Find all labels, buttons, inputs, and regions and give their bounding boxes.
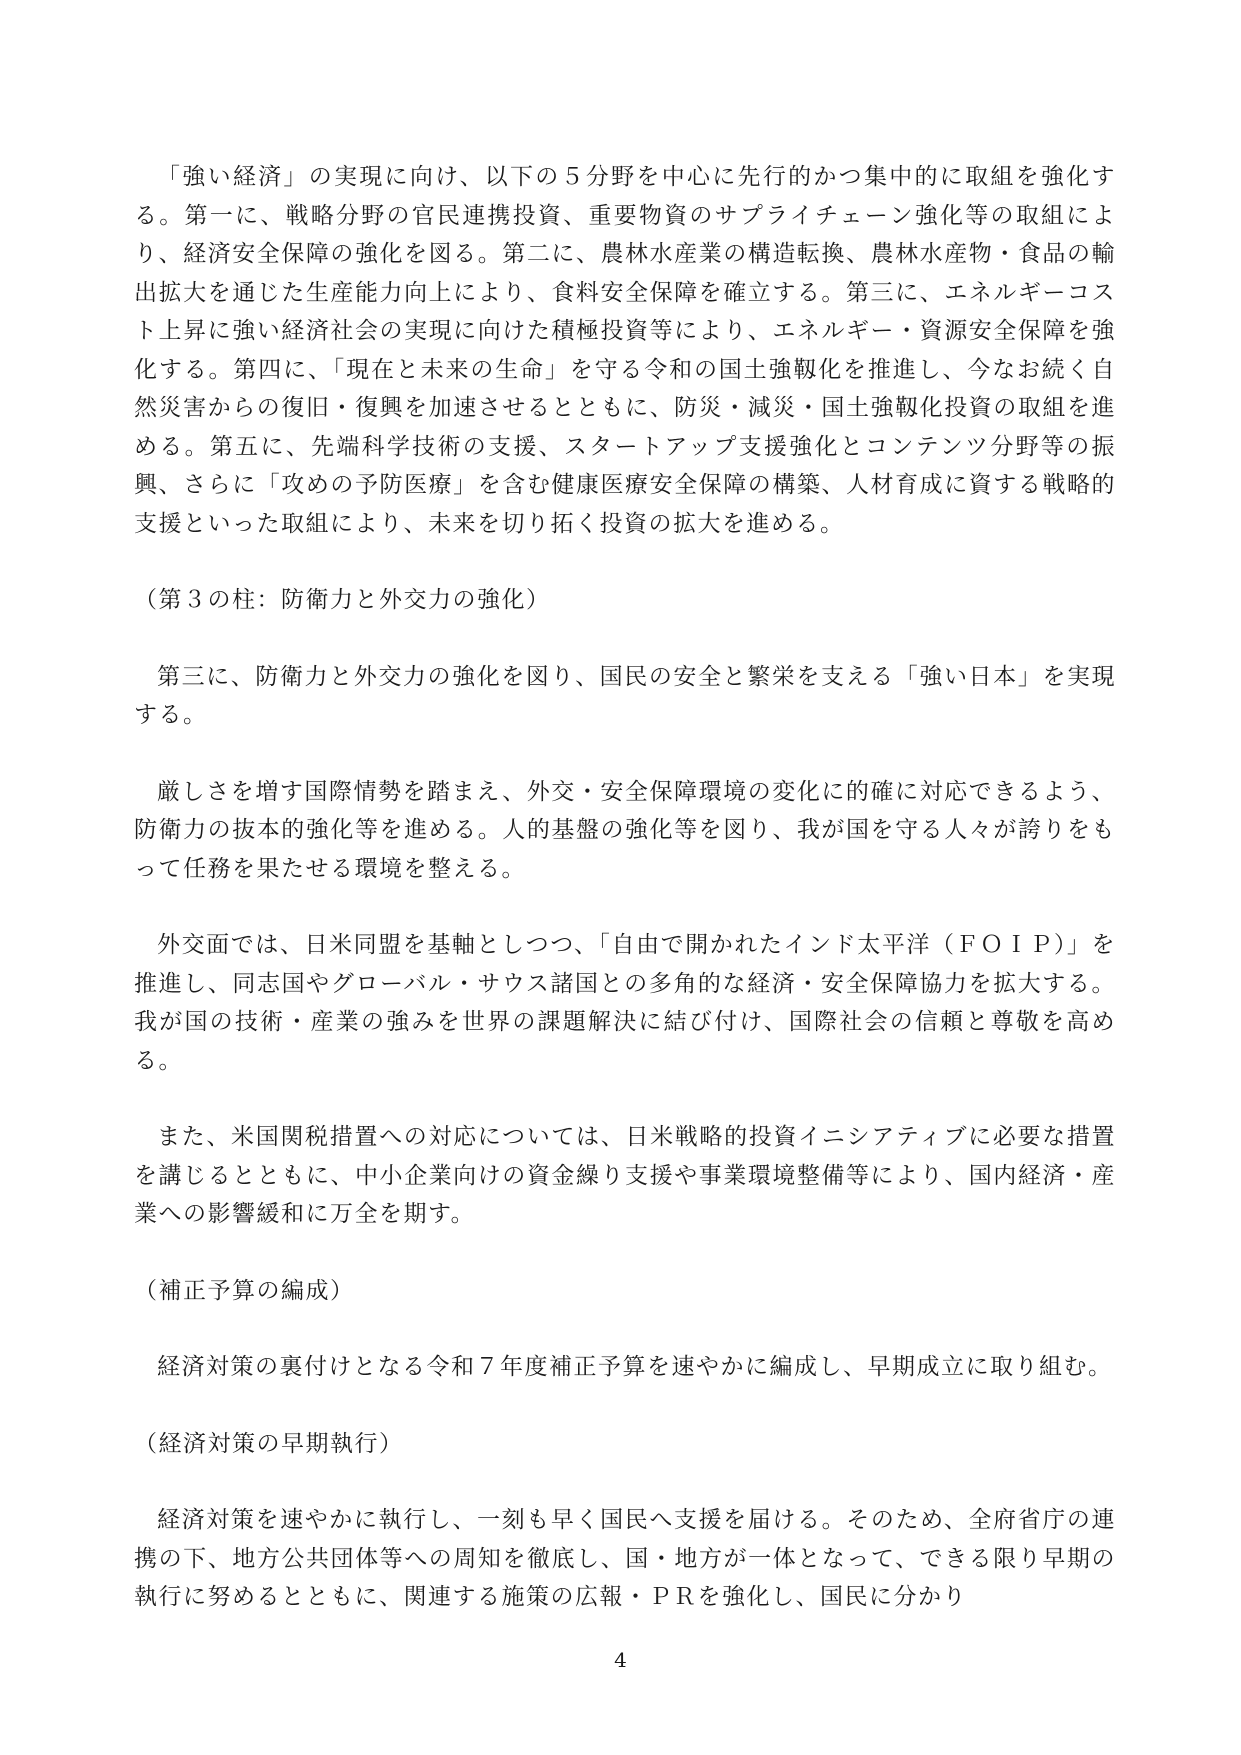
- paragraph-us-tariffs: また、米国関税措置への対応については、日米戦略的投資イニシアティブに必要な措置を講じるとともに、中小企業向けの資金繰り支援や事業環境整備等により、国内経済・産業への影響緩和に万全を期す。: [134, 1124, 1116, 1227]
- paragraph-defense-diplomacy: 第三に、防衛力と外交力の強化を図り、国民の安全と繁栄を支える「強い日本」を実現する。: [134, 663, 1116, 728]
- section-heading-early-execution: （経済対策の早期執行）: [134, 1430, 404, 1457]
- paragraph-early-execution: 経済対策を速やかに執行し、一刻も早く国民へ支援を届ける。そのため、全府省庁の連携の下、地方公共団体等への周知を徹底し、国・地方が一体となって、できる限り早期の執行に努めるとともに、関連する施策の広報・ＰＲを強化し、国民に分かり: [134, 1507, 1116, 1610]
- section-heading-pillar-3: （第３の柱：防衛力と外交力の強化）: [134, 587, 551, 613]
- section-heading-supplementary-budget: （補正予算の編成）: [134, 1277, 355, 1304]
- paragraph-strong-economy: 「強い経済」の実現に向け、以下の５分野を中心に先行的かつ集中的に取組を強化する。第一に、戦略分野の官民連携投資、重要物資のサプライチェーン強化等の取組により、経済安全保障の強化を図る。第二に、農林水産業の構造転換、農林水産物・食品の輸出拡大を通じた生産能力向上により、食料安全保障を確立する。第三に、エネルギーコスト上昇に強い経済社会の実現に向けた積極投資等により、エネルギー・資源安全保障を強化する。第四に、「現在と未来の生命」を守る令和の国土強靱化を推進し、今なお続く自然災害からの復旧・復興を加速させるとともに、防災・減災・国土強靱化投資の取組を進める。第五に、先端科学技術の支援、スタートアップ支援強化とコンテンツ分野等の振興、さらに「攻めの予防医療」を含む健康医療安全保障の構築、人材育成に資する戦略的支援といった取組により、未来を切り拓く投資の拡大を進める。: [134, 164, 1116, 537]
- page-number: 4: [614, 1648, 627, 1672]
- paragraph-security-environment: 厳しさを増す国際情勢を踏まえ、外交・安全保障環境の変化に的確に対応できるよう、防衛力の抜本的強化等を進める。人的基盤の強化等を図り、我が国を守る人々が誇りをもって任務を果たせる環境を整える。: [134, 778, 1116, 882]
- document-body: [134, 158, 1116, 1655]
- paragraph-supplementary-budget: 経済対策の裏付けとなる令和７年度補正予算を速やかに編成し、早期成立に取り組む。: [157, 1354, 1113, 1380]
- paragraph-diplomacy-foip: 外交面では、日米同盟を基軸としつつ、「自由で開かれたインド太平洋（ＦＯＩＰ）」を推進し、同志国やグローバル・サウス諸国との多角的な経済・安全保障協力を拡大する。我が国の技術・産業の強みを世界の課題解決に結び付け、国際社会の信頼と尊敬を高める。: [134, 932, 1116, 1074]
